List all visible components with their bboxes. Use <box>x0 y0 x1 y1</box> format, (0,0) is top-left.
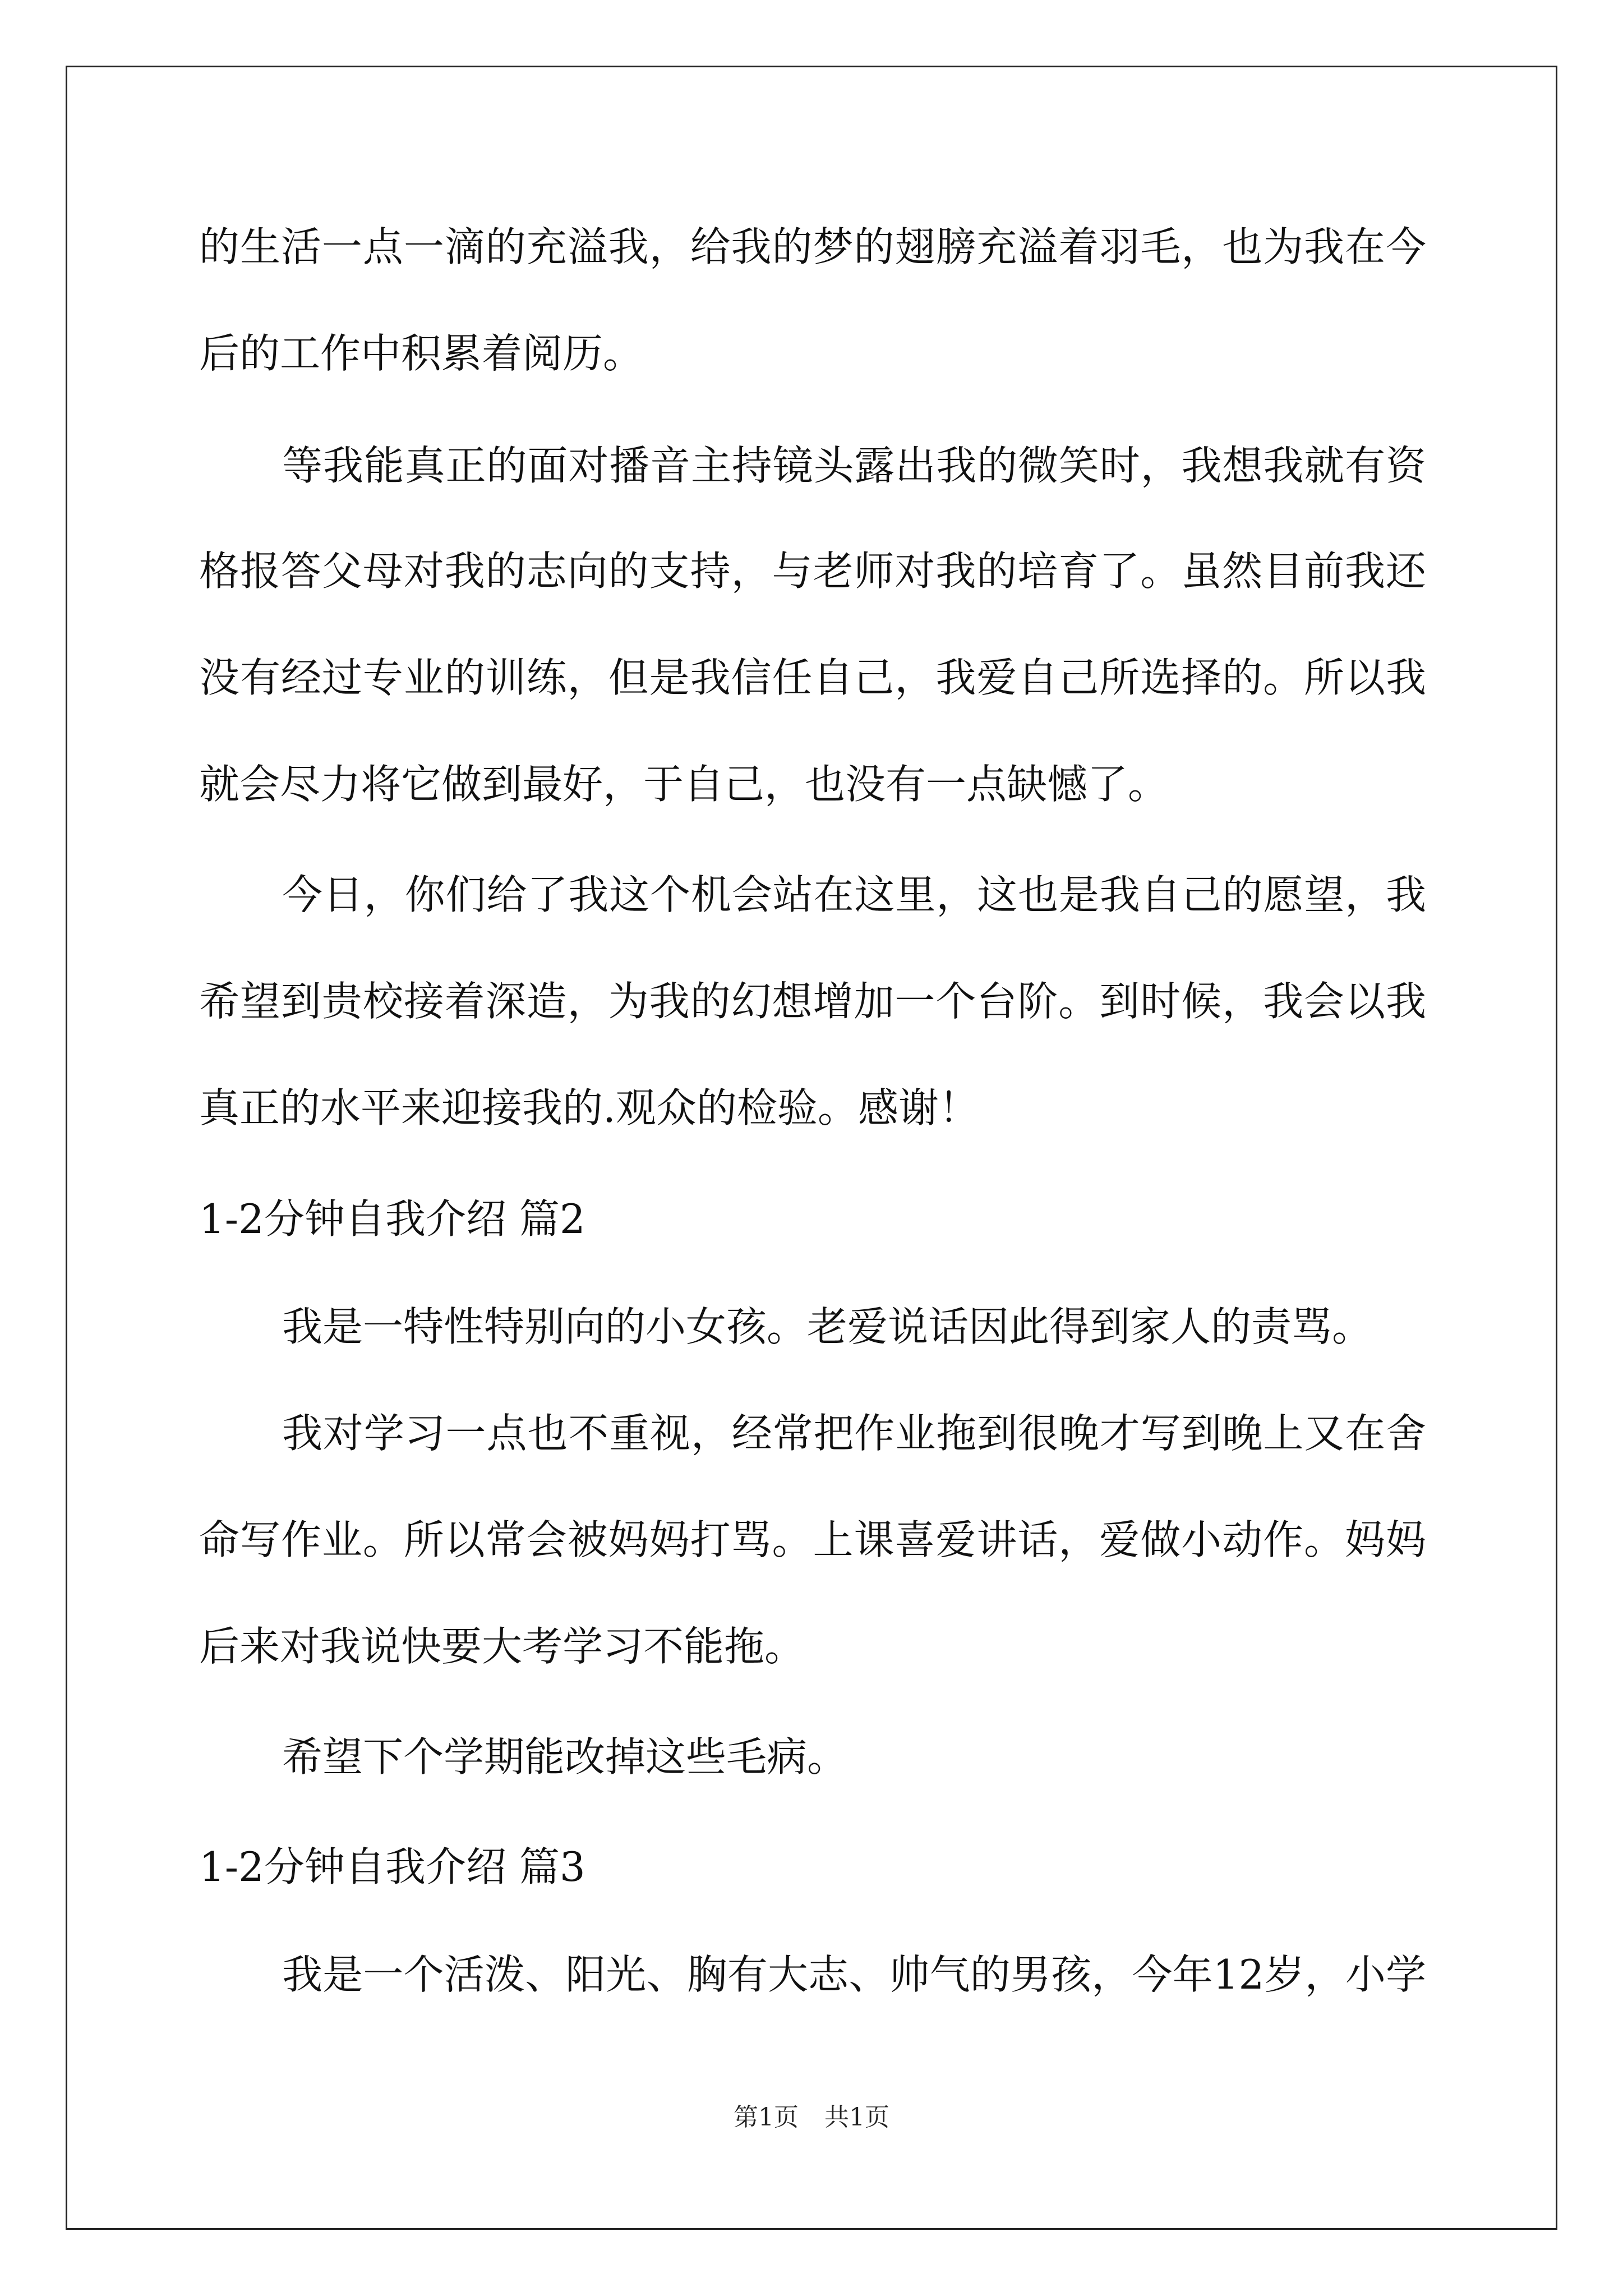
page-footer <box>0 2101 1623 2134</box>
paragraph-start: 我是一特性特别向的小女孩。老爱说话因此得到家人的责骂。 <box>282 1303 1373 1350</box>
text-line: 命写作业。所以常会被妈妈打骂。上课喜爱讲话，爱做小动作。妈妈 <box>199 1516 1426 1563</box>
paragraph-start: 我对学习一点也不重视，经常把作业拖到很晚才写到晚上又在舍 <box>282 1410 1426 1457</box>
section-heading: 1-2分钟自我介绍 篇3 <box>199 1843 585 1890</box>
text-line: 后来对我说快要大考学习不能拖。 <box>199 1623 805 1670</box>
page-total: 共1页 <box>824 2103 889 2132</box>
text-line: 的生活一点一滴的充溢我，给我的梦的翅膀充溢着羽毛，也为我在今 <box>199 223 1426 270</box>
text-line: 希望到贵校接着深造，为我的幻想增加一个台阶。到时候，我会以我 <box>199 978 1426 1025</box>
paragraph-start: 希望下个学期能改掉这些毛病。 <box>282 1733 848 1780</box>
text-line: 没有经过专业的训练，但是我信任自己，我爱自己所选择的。所以我 <box>199 654 1426 701</box>
paragraph-start: 等我能真正的面对播音主持镜头露出我的微笑时，我想我就有资 <box>282 442 1426 489</box>
paragraph-start: 今日，你们给了我这个机会站在这里，这也是我自己的愿望，我 <box>282 871 1426 918</box>
page-border <box>66 66 1557 2230</box>
paragraph-start: 我是一个活泼、阳光、胸有大志、帅气的男孩，今年12岁，小学 <box>282 1951 1426 1998</box>
page-number: 第1页 <box>734 2103 799 2132</box>
text-line: 后的工作中积累着阅历。 <box>199 330 644 377</box>
text-line: 就会尽力将它做到最好，于自己，也没有一点缺憾了。 <box>199 761 1169 808</box>
section-heading: 1-2分钟自我介绍 篇2 <box>199 1195 585 1243</box>
text-line: 格报答父母对我的志向的支持，与老师对我的培育了。虽然目前我还 <box>199 547 1426 595</box>
text-line: 真正的水平来迎接我的.观众的检验。感谢！ <box>199 1084 979 1131</box>
